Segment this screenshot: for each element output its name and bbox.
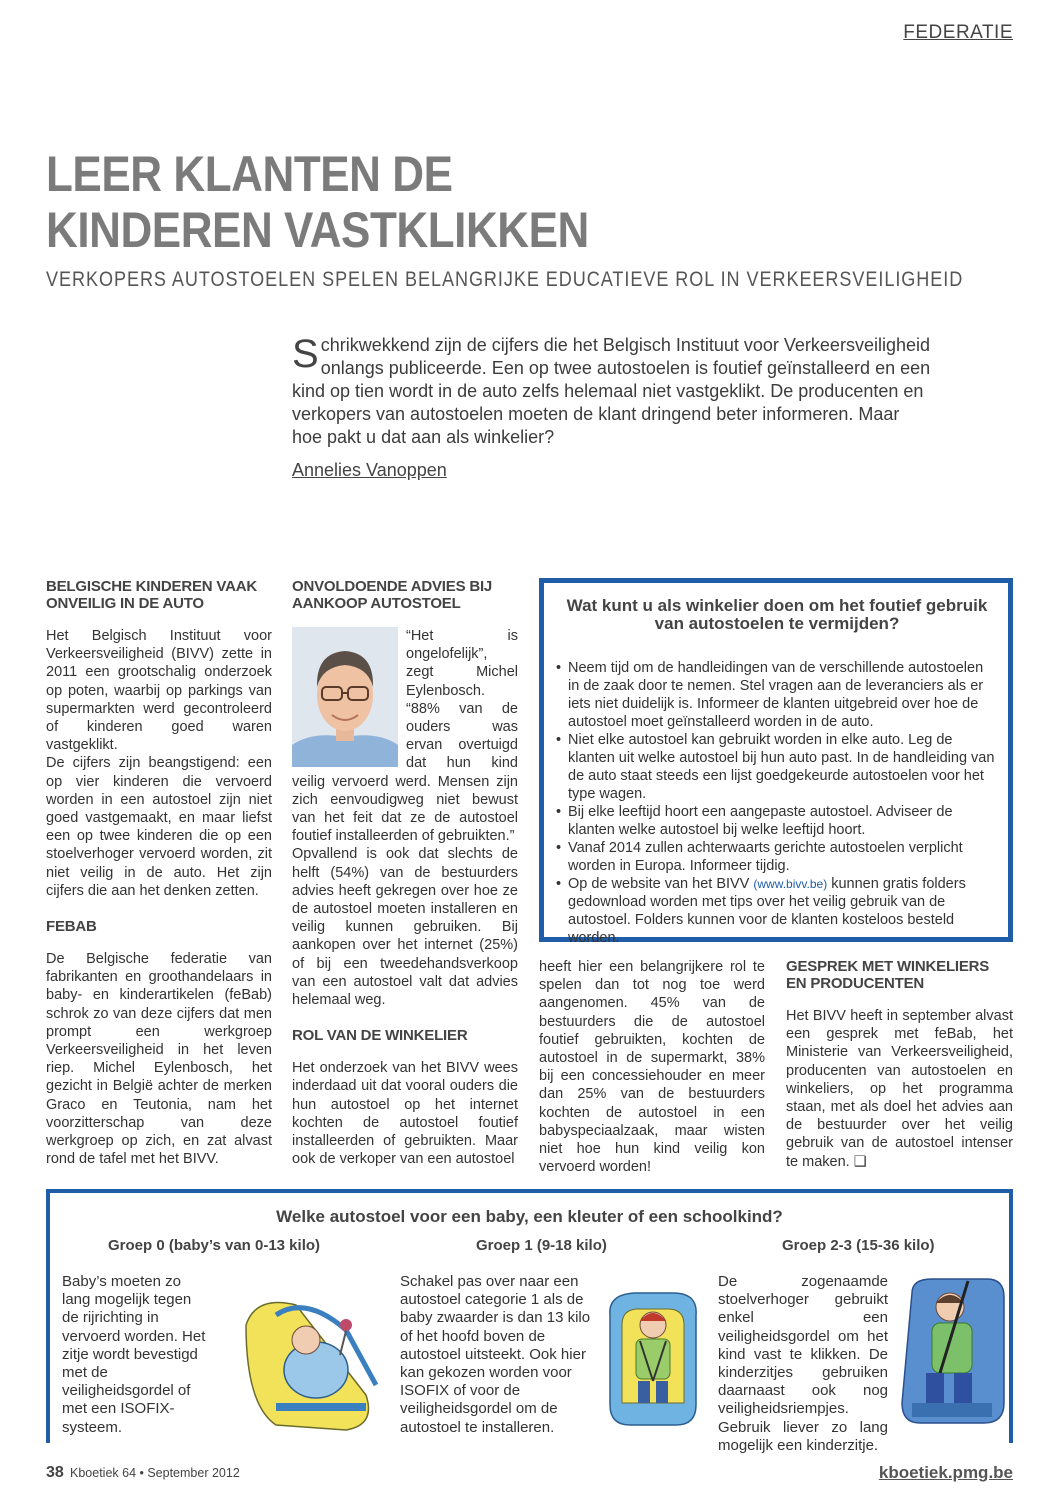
page-number: 38 <box>46 1464 64 1481</box>
col2-heading: ONVOLDOENDE ADVIES BIJ AANKOOP AUTOSTOEL <box>292 578 493 612</box>
lead-text: chrikwekkend zijn de cijfers die het Belgisch Instituut voor Verkeersveiligheid onlangs publiceerde. Een op twee autostoelen is foutief geïnstalleerd en een kind op tien wordt in de auto zelfs helemaal niet vastgeklikt. De producenten en verkopers van autostoelen moeten de klant dringend beter informeren. Maar hoe pakt u dat aan als winkelier? <box>292 335 931 447</box>
subtitle: VERKOPERS AUTOSTOELEN SPELEN BELANGRIJKE EDUCATIEVE ROL IN VERKEERSVEILIGHEID <box>46 268 964 291</box>
group-1-text: Schakel pas over naar een autostoel categorie 1 als de baby zwaarder is dan 13 kilo of het hoofd boven de autostoel uitsteekt. Ook hier kan gekozen worden voor ISOFIX of voor de veiligheidsgordel om de autostoel te installeren. <box>400 1273 591 1436</box>
col1-paragraph-2: De cijfers zijn beangstigend: een op vier kinderen die vervoerd worden in een autostoel zijn niet goed vastgemaakt, en maar liefst een op twee kinderen die op een stoelverhoger vervoerd worden, zit niet veilig in de auto. Het zijn cijfers die aan het denken zetten. <box>46 755 272 899</box>
tip-item: • Neem tijd om de handleidingen van de verschillende autostoelen in de zaak door te nemen. Stel vragen aan de leveranciers als er iets niet duidelijk is. Informeer de klanten uitgebreid over hoe de autostoel moet geïnstalleerd worden in de auto. <box>556 659 998 731</box>
tip-item: • Niet elke autostoel kan gebruikt worden in elke auto. Leg de klanten uit welke autostoel bij hun auto past. In de handleiding van de auto staat steeds een lijst goedgekeurde autostoelen voor het type wagen. <box>556 731 998 803</box>
col2-paragraph-1: “Het is ongelofelijk”, zegt Michel Eylenbosch. “88% van de ouders was ervan overtuigd dat hun kind veilig vervoerd werd. Mensen zijn zich eenvoudigweg niet bewust van het feit dat ze de autostoel foutief installeerden of gebruikten.” <box>292 628 518 845</box>
car-seat-groups-box <box>46 1189 1013 1454</box>
headline <box>46 146 838 258</box>
tip-item <box>556 875 998 947</box>
toddler-car-seat-illustration <box>598 1285 708 1435</box>
bivv-link[interactable]: (www.bivv.be) <box>753 877 828 891</box>
col4-heading: GESPREK MET WINKELIERS EN PRODUCENTEN <box>786 958 990 992</box>
website-url[interactable]: kboetiek.pmg.be <box>878 1463 1013 1482</box>
lead-paragraph <box>292 334 932 449</box>
end-mark-icon: ❑ <box>853 1153 867 1170</box>
col1-heading-2: FEBAB <box>46 918 97 936</box>
group-0-text: Baby’s moeten zo lang mogelijk tegen de rijrichting in vervoerd worden. Het zitje wordt bevestigd met de veiligheidsgordel of met een ISOFIX-systeem. <box>62 1273 206 1436</box>
tip-box-title: Wat kunt u als winkelier doen om het foutief gebruik van autostoelen te vermijden? <box>566 596 988 633</box>
groups-box-title: Welke autostoel voor een baby, een kleuter of een schoolkind? <box>276 1207 783 1226</box>
tip-item: • Vanaf 2014 zullen achterwaarts gerichte autostoelen verplicht worden in Europa. Informeer tijdig. <box>556 839 998 875</box>
tip-list <box>556 659 998 947</box>
portrait-photo <box>292 627 398 767</box>
dropcap: S <box>292 332 319 376</box>
headline-line-1: LEER KLANTEN DE <box>46 146 453 202</box>
col2-heading-2: ROL VAN DE WINKELIER <box>292 1027 468 1045</box>
group-1-title: Groep 1 (9-18 kilo) <box>476 1237 607 1254</box>
col1-paragraph-1: Het Belgisch Instituut voor Verkeersveiligheid (BIVV) zette in 2011 een grootschalig onderzoek op poten, waarbij op parkings van supermarkten werd gecontroleerd of kinderen goed waren vastgeklikt. <box>46 628 272 754</box>
col1-paragraph-3: De Belgische federatie van fabrikanten en groothandelaars in baby- en kinderartikelen (feBab) schrok zo van deze cijfers dat men prompt een werkgroep Verkeersveiligheid in het leven riep. Michel Eylenbosch, het gezicht in België achter de merken Graco en Teutonia, nam het voorzitterschap van deze werkgroep op zich, en zat alvast rond de tafel met het BIVV. <box>46 951 272 1168</box>
tip-box <box>539 578 1013 946</box>
tip-item: • Bij elke leeftijd hoort een aangepaste autostoel. Adviseer de klanten welke autostoel bij welke leeftijd hoort. <box>556 803 998 839</box>
col4-text: Het BIVV heeft in september alvast een gesprek met feBab, het Ministerie van Verkeersveiligheid, producenten van autostoelen en winkeliers, op het programma staan, met als doel het advies aan de bestuurder over het veilig gebruik van de autostoel intenser te maken. <box>786 1008 1013 1170</box>
booster-seat-illustration <box>892 1273 1012 1433</box>
group-2-3-text: De zogenaamde stoelverhoger gebruikt enkel een veiligheidsgordel om het kind vast te klikken. De kinderzitjes gebruiken daarnaast ook nog veiligheidsriempjes. Gebruik liever zo lang mogelijk een kinderzitje. <box>718 1273 888 1454</box>
group-0-title: Groep 0 (baby’s van 0-13 kilo) <box>108 1237 321 1254</box>
tip-item-text: Op de website van het BIVV <box>568 876 754 892</box>
author-byline: Annelies Vanoppen <box>292 460 447 480</box>
col3-paragraph-1: heeft hier een belangrijkere rol te spelen dan tot nog toe werd aangenomen. 45% van de bestuurders die de autostoel foutief gebruikten, kochten de autostoel in de supermarkt, 38% bij een concessiehouder en meer dan 25% van de bestuurders kochten de autostoel in een babyspeciaalzaak, maar wisten niet hoe hun kind veilig kon vervoerd worden! <box>539 959 765 1176</box>
col4-paragraph-1 <box>786 1007 1013 1171</box>
column-4 <box>786 958 1013 1171</box>
magazine-issue: Kboetiek 64 • September 2012 <box>70 1466 240 1480</box>
column-2 <box>292 578 518 1168</box>
tip-item-text: kunnen gratis folders gedownload worden met tips over het veilig gebruik van de autostoel. Folders kunnen voor de klanten kosteloos besteld worden. <box>568 876 966 946</box>
group-2-3-title: Groep 2-3 (15-36 kilo) <box>782 1237 935 1254</box>
col2-paragraph-3: Het onderzoek van het BIVV wees inderdaad uit dat vooral ouders die hun autostoel op het internet kochten de autostoel foutief installeerden of gebruikten. Maar ook de verkoper van een autostoel <box>292 1060 518 1168</box>
column-1 <box>46 578 272 1168</box>
headline-line-2: KINDEREN VASTKLIKKEN <box>46 202 589 258</box>
baby-car-seat-illustration <box>236 1285 396 1435</box>
section-tag: FEDERATIE <box>903 22 1013 43</box>
col2-paragraph-2: Opvallend is ook dat slechts de helft (54%) van de bestuurders advies heeft gekregen over hoe ze de autostoel moeten installeren en veilig kunnen gebruiken. Bij aankopen over het internet (25%) of bij een tweedehandsverkoop van een autostoel valt dat advies helemaal weg. <box>292 846 518 1009</box>
column-3 <box>539 958 765 1176</box>
col1-heading: BELGISCHE KINDEREN VAAK ONVEILIG IN DE AUTO <box>46 578 257 612</box>
